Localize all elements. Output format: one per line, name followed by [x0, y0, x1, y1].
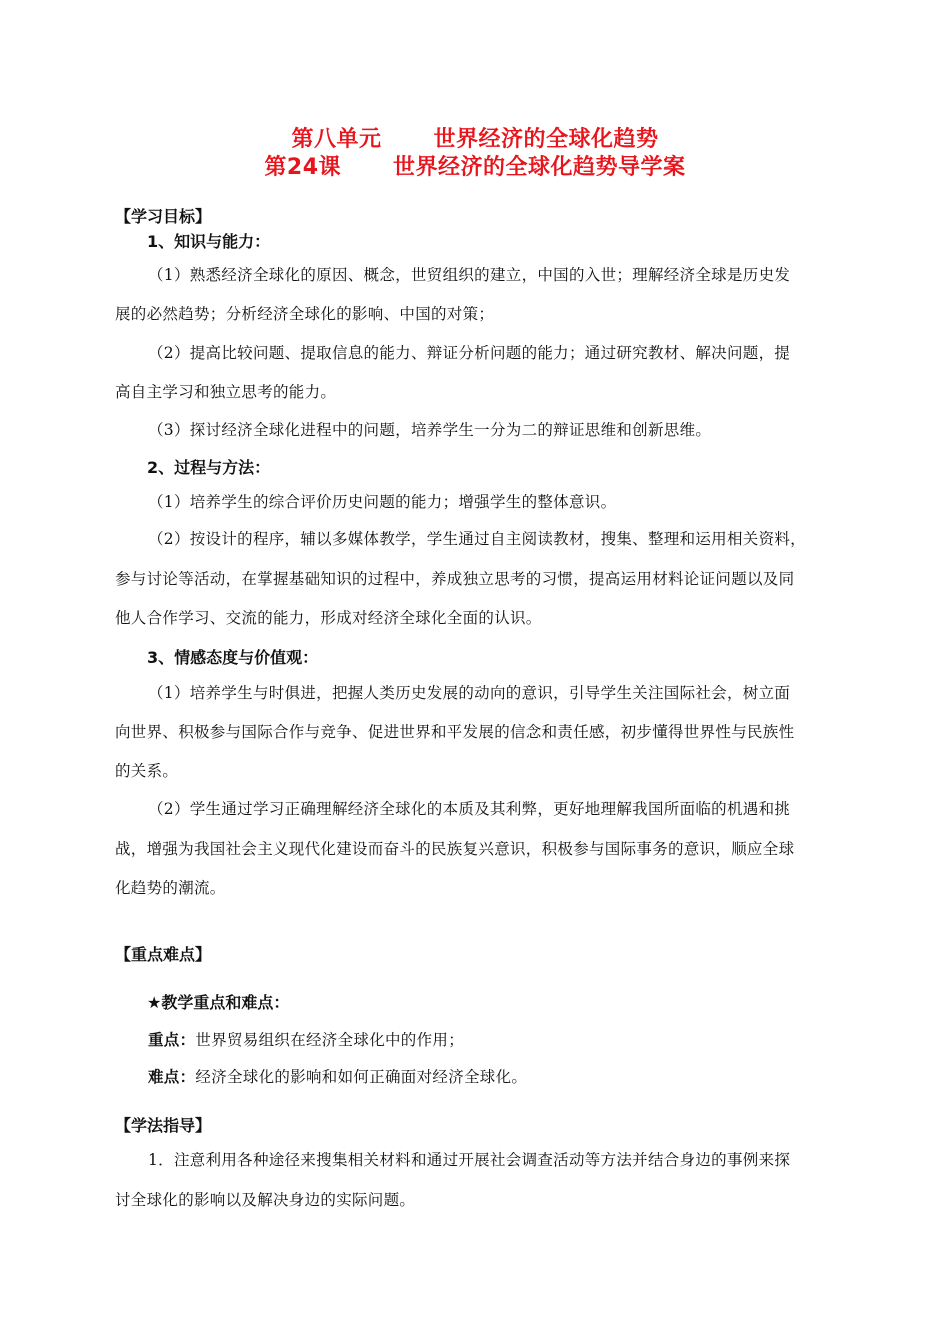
key-points-subheading: ★教学重点和难点： — [147, 993, 290, 1012]
knowledge-heading: 1、知识与能力： — [147, 232, 271, 251]
method-p1-line2: 讨全球化的影响以及解决身边的实际问题。 — [115, 1191, 416, 1209]
process-p2-line3: 他人合作学习、交流的能力，形成对经济全球化全面的认识。 — [115, 609, 542, 627]
objectives-heading: 【学习目标】 — [115, 207, 212, 226]
method-heading: 【学法指导】 — [115, 1116, 212, 1135]
process-heading: 2、过程与方法： — [147, 458, 271, 477]
key-point-label: 重点： — [148, 1031, 196, 1049]
unit-title — [0, 122, 950, 153]
process-p1-line1: （1）培养学生的综合评价历史问题的能力；增强学生的整体意识。 — [148, 493, 617, 511]
knowledge-p3-line1: （3）探讨经济全球化进程中的问题，培养学生一分为二的辩证思维和创新思维。 — [148, 421, 712, 439]
difficult-point-line — [148, 1065, 527, 1087]
emotion-p1-line2: 向世界、积极参与国际合作与竞争、促进世界和平发展的信念和责任感，初步懂得世界性与民族性 — [115, 723, 795, 741]
emotion-p2-line1: （2）学生通过学习正确理解经济全球化的本质及其利弊，更好地理解我国所面临的机遇和挑 — [148, 800, 791, 818]
emotion-p1-line3: 的关系。 — [115, 762, 179, 780]
knowledge-p1-line2: 展的必然趋势；分析经济全球化的影响、中国的对策； — [115, 305, 495, 323]
difficult-point-label: 难点： — [148, 1068, 196, 1086]
emotion-p2-line2: 战，增强为我国社会主义现代化建设而奋斗的民族复兴意识，积极参与国际事务的意识，顺应全球 — [115, 840, 795, 858]
lesson-name: 世界经济的全球化趋势导学案 — [393, 155, 686, 180]
emotion-p2-line3: 化趋势的潮流。 — [115, 879, 226, 897]
key-point-line — [148, 1028, 464, 1050]
unit-number: 第八单元 — [291, 127, 382, 152]
unit-name: 世界经济的全球化趋势 — [433, 127, 659, 152]
emotion-heading: 3、情感态度与价值观： — [147, 648, 319, 667]
process-p2-line1: （2）按设计的程序，辅以多媒体教学，学生通过自主阅读教材，搜集、整理和运用相关资料， — [148, 530, 806, 548]
emotion-p1-line1: （1）培养学生与时俱进，把握人类历史发展的动向的意识，引导学生关注国际社会，树立面 — [148, 684, 791, 702]
lesson-title — [0, 150, 950, 181]
knowledge-p2-line2: 高自主学习和独立思考的能力。 — [115, 383, 337, 401]
lesson-number: 第24课 — [264, 155, 342, 180]
knowledge-p1-line1: （1）熟悉经济全球化的原因、概念，世贸组织的建立，中国的入世；理解经济全球是历史发 — [148, 266, 791, 284]
knowledge-p2-line1: （2）提高比较问题、提取信息的能力、辩证分析问题的能力；通过研究教材、解决问题，提 — [148, 344, 791, 362]
method-p1-line1: 1．注意利用各种途径来搜集相关材料和通过开展社会调查活动等方法并结合身边的事例来探 — [148, 1151, 791, 1169]
difficult-point-text: 经济全球化的影响和如何正确面对经济全球化。 — [195, 1068, 528, 1086]
process-p2-line2: 参与讨论等活动，在掌握基础知识的过程中，养成独立思考的习惯，提高运用材料论证问题以及同 — [115, 570, 795, 588]
key-point-text: 世界贸易组织在经济全球化中的作用； — [195, 1031, 465, 1049]
key-points-heading: 【重点难点】 — [115, 945, 212, 964]
